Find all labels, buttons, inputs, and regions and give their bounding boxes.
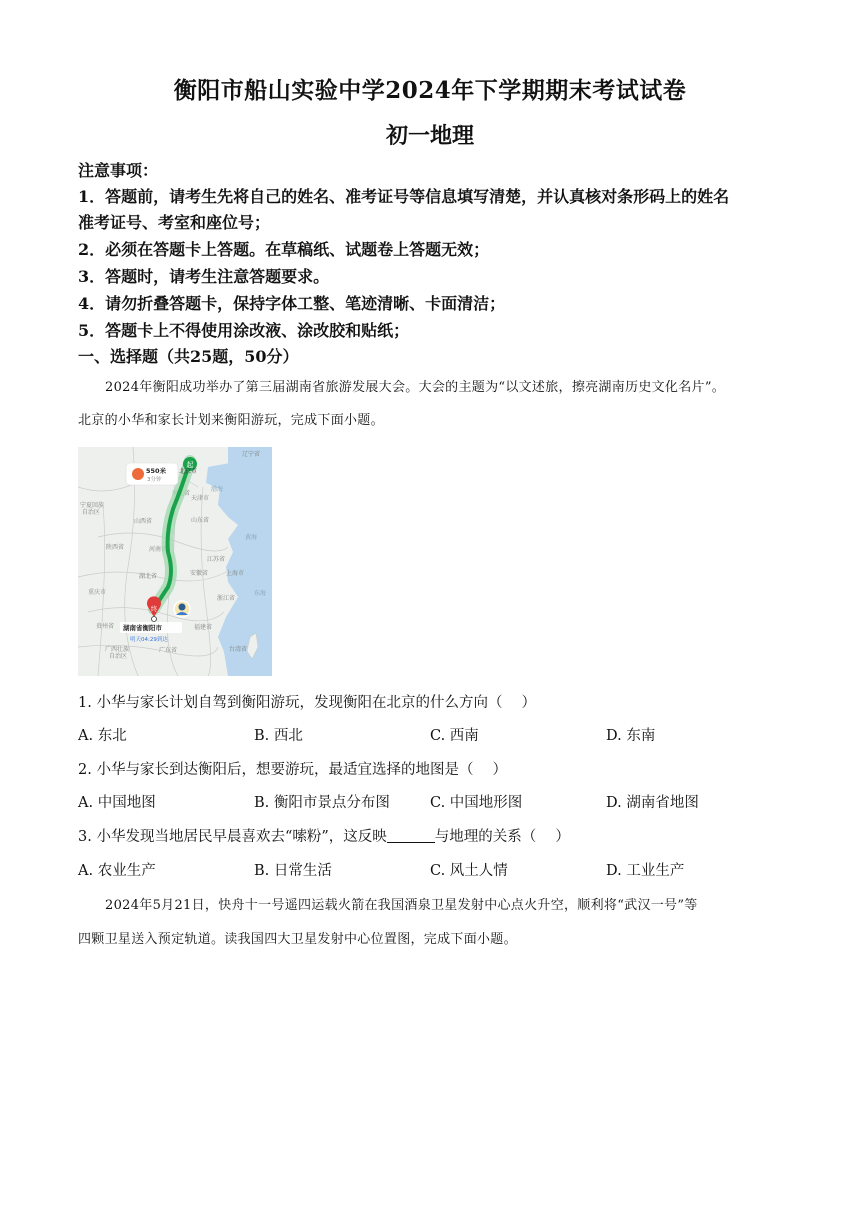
map-city-beijing: 北京市 xyxy=(179,468,198,475)
route-map xyxy=(78,447,272,676)
svg-text:山西省: 山西省 xyxy=(134,518,153,525)
svg-text:终: 终 xyxy=(150,605,158,613)
svg-text:自治区: 自治区 xyxy=(82,509,101,516)
q3-option-d[interactable]: D. 工业生产 xyxy=(606,863,685,879)
svg-text:山东省: 山东省 xyxy=(191,517,210,524)
notice-item-1-cont: 准考证号、考室和座位号； xyxy=(78,213,271,232)
q2-option-d[interactable]: D. 湖南省地图 xyxy=(606,795,699,811)
exam-subject: 初一地理 xyxy=(385,123,474,149)
svg-text:重庆市: 重庆市 xyxy=(88,589,107,596)
svg-text:辽宁省: 辽宁省 xyxy=(242,451,261,458)
section2-intro-line1: 2024年5月21日，快舟十一号遥四运载火箭在我国酒泉卫星发射中心点火升空，顺利将“武汉一号”等 xyxy=(105,898,698,913)
q1-option-b[interactable]: B. 西北 xyxy=(254,728,303,744)
intro-paragraph-line1: 2024年衡阳成功举办了第三届湖南省旅游发展大会。大会的主题为“以文述旅，擦亮湖南历史文化名片”。 xyxy=(105,380,726,395)
exam-title: 衡阳市船山实验中学2024年下学期期末考试试卷 xyxy=(173,77,687,104)
notice-heading: 注意事项： xyxy=(78,161,159,180)
question-3-stem xyxy=(78,827,570,847)
notice-item-2: 2．必须在答题卡上答题。在草稿纸、试题卷上答题无效； xyxy=(78,240,490,259)
answer-blank xyxy=(387,828,435,843)
q2-option-b[interactable]: B. 衡阳市景点分布图 xyxy=(254,795,390,811)
traveler-avatar-icon xyxy=(174,601,190,617)
svg-text:起: 起 xyxy=(186,461,194,469)
section2-intro-line2: 四颗卫星送入预定轨道。读我国四大卫星发射中心位置图，完成下面小题。 xyxy=(78,932,517,947)
svg-text:宁夏回族: 宁夏回族 xyxy=(80,502,105,509)
svg-text:上海市: 上海市 xyxy=(226,570,245,577)
arrival-time: 明天04:29到达 xyxy=(130,637,168,643)
q2-option-a[interactable]: A. 中国地图 xyxy=(78,795,156,811)
q3-option-c[interactable]: C. 风土人情 xyxy=(430,863,508,879)
svg-text:台湾省: 台湾省 xyxy=(229,646,248,653)
q3-option-a[interactable]: A. 农业生产 xyxy=(78,863,156,879)
section-heading: 一、选择题（共25题，50分） xyxy=(78,347,299,366)
question-1-stem: 1. 小华与家长计划自驾到衡阳游玩，发现衡阳在北京的什么方向（ ） xyxy=(78,695,537,711)
svg-text:广西壮族: 广西壮族 xyxy=(105,646,130,653)
svg-text:河南省: 河南省 xyxy=(149,546,168,553)
svg-text:广东省: 广东省 xyxy=(159,647,178,654)
svg-text:江苏省: 江苏省 xyxy=(207,556,226,563)
notice-item-3: 3．答题时，请考生注意答题要求。 xyxy=(78,267,330,286)
distance-card xyxy=(126,463,178,485)
svg-text:湖北省: 湖北省 xyxy=(139,573,158,580)
notice-item-1: 1．答题前，请考生先将自己的姓名、准考证号等信息填写清楚，并认真核对条形码上的姓名 xyxy=(78,187,730,206)
svg-text:黄海: 黄海 xyxy=(245,534,258,541)
svg-text:550米: 550米 xyxy=(146,467,167,475)
q1-option-d[interactable]: D. 东南 xyxy=(606,728,656,744)
intro-paragraph-line2: 北京的小华和家长计划来衡阳游玩，完成下面小题。 xyxy=(78,413,384,428)
q2-option-c[interactable]: C. 中国地形图 xyxy=(430,795,523,811)
svg-text:浙江省: 浙江省 xyxy=(217,595,236,602)
marker-icon xyxy=(132,468,144,480)
question-3-stem-after: 与地理的关系（ ） xyxy=(434,829,570,845)
svg-text:陕西省: 陕西省 xyxy=(106,544,125,551)
svg-text:3分钟: 3分钟 xyxy=(147,477,162,483)
svg-text:福建省: 福建省 xyxy=(194,624,213,631)
q3-option-b[interactable]: B. 日常生活 xyxy=(254,863,332,879)
svg-text:天津市: 天津市 xyxy=(191,495,210,502)
notice-item-4: 4．请勿折叠答题卡，保持字体工整、笔迹清晰、卡面清洁； xyxy=(78,294,506,313)
svg-text:渤海: 渤海 xyxy=(211,486,224,493)
notice-item-5: 5．答题卡上不得使用涂改液、涂改胶和贴纸； xyxy=(78,321,410,340)
question-3-stem-before: 3. 小华发现当地居民早晨喜欢去“嗦粉”，这反映 xyxy=(78,829,387,845)
q1-option-c[interactable]: C. 西南 xyxy=(430,728,479,744)
q1-option-a[interactable]: A. 东北 xyxy=(78,728,127,744)
svg-text:东海: 东海 xyxy=(254,590,267,597)
svg-text:贵州省: 贵州省 xyxy=(96,623,115,630)
question-2-stem: 2. 小华与家长到达衡阳后，想要游玩，最适宜选择的地图是（ ） xyxy=(78,762,508,778)
svg-text:安徽省: 安徽省 xyxy=(190,570,209,577)
destination-label: 湖南省衡阳市 xyxy=(123,624,162,632)
svg-text:自治区: 自治区 xyxy=(109,653,128,660)
svg-text:河北省: 河北省 xyxy=(172,490,191,497)
